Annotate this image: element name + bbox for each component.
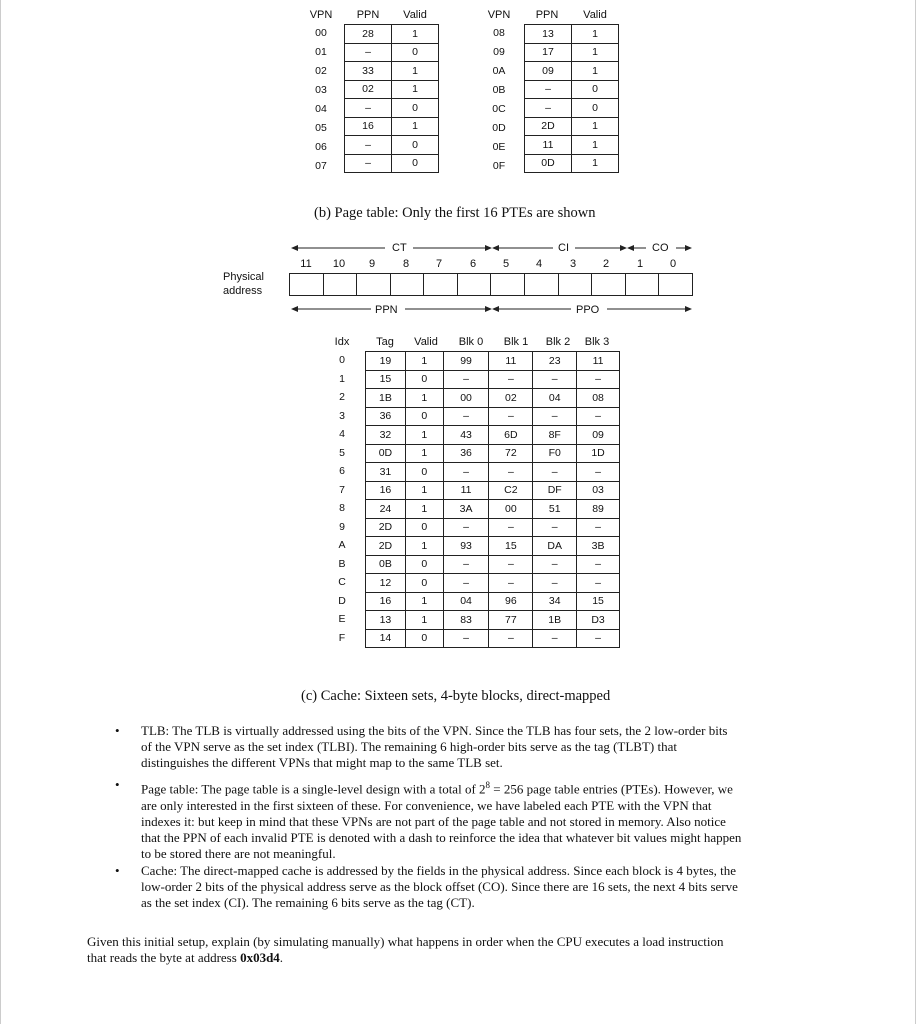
tag-cell: 0D xyxy=(366,444,406,463)
text-line: to be stored there are not meaningful. xyxy=(141,846,336,862)
text-span: . xyxy=(279,950,284,966)
bit-cell xyxy=(458,274,492,295)
block-cell: F0 xyxy=(533,444,577,463)
table-row xyxy=(366,500,620,519)
valid-cell: 1 xyxy=(572,43,619,62)
tag-cell: 24 xyxy=(366,500,406,519)
bit-number: 2 xyxy=(602,258,610,270)
valid-cell: 1 xyxy=(405,444,443,463)
block-cell: – xyxy=(577,407,620,426)
cache-valid-header: Valid xyxy=(414,336,438,348)
valid-cell: 0 xyxy=(405,555,443,574)
block-cell: – xyxy=(443,463,489,482)
block-cell: – xyxy=(577,518,620,537)
block-cell: 96 xyxy=(489,592,533,611)
block-cell: – xyxy=(443,407,489,426)
ppo-label: PPO xyxy=(576,304,600,316)
block-cell: 77 xyxy=(489,611,533,630)
vpn-label: 0F xyxy=(492,160,506,172)
page-table-caption: (b) Page table: Only the first 16 PTEs are shown xyxy=(314,205,596,221)
cache-index: A xyxy=(338,539,346,551)
block-cell: 93 xyxy=(443,537,489,556)
superscript: 8 xyxy=(485,780,491,790)
block-cell: 8F xyxy=(533,426,577,445)
table-row xyxy=(366,352,620,371)
cache-index: 2 xyxy=(339,391,345,403)
cache-idx-header: Idx xyxy=(334,336,350,348)
block-cell: – xyxy=(489,574,533,593)
table-row xyxy=(366,592,620,611)
block-cell: DA xyxy=(533,537,577,556)
tag-cell: 1B xyxy=(366,389,406,408)
valid-cell: 0 xyxy=(572,80,619,99)
valid-cell: 1 xyxy=(405,352,443,371)
ppn-cell: 2D xyxy=(525,117,572,136)
bit-cell xyxy=(491,274,525,295)
bullet-cache: • xyxy=(115,863,120,878)
table-row xyxy=(366,574,620,593)
cache-index: 0 xyxy=(339,354,345,366)
bit-cell xyxy=(290,274,324,295)
cache-index: 7 xyxy=(339,483,345,496)
valid-cell: 0 xyxy=(405,463,443,482)
cache-blk0-header: Blk 0 xyxy=(458,336,484,348)
cache-index: 9 xyxy=(339,520,345,533)
block-cell: 03 xyxy=(577,481,620,500)
block-cell: – xyxy=(533,518,577,537)
valid-cell: 0 xyxy=(392,43,439,62)
text-span: Page table: The page table is a single-level design with a total of 2 xyxy=(141,781,486,797)
block-cell: 04 xyxy=(533,389,577,408)
vpn-label: 02 xyxy=(315,65,327,77)
valid-cell: 0 xyxy=(392,99,439,118)
ppn-label: PPN xyxy=(375,304,398,316)
vpn-label: 0C xyxy=(492,103,506,115)
tag-cell: 16 xyxy=(366,592,406,611)
table-row xyxy=(366,389,620,408)
cache-caption: (c) Cache: Sixteen sets, 4-byte blocks, direct-mapped xyxy=(301,688,611,704)
text-line xyxy=(141,777,871,798)
block-cell: 6D xyxy=(489,426,533,445)
block-cell: – xyxy=(577,555,620,574)
physical-address-bits-box xyxy=(289,273,693,296)
block-cell: 00 xyxy=(489,500,533,519)
bit-cell xyxy=(424,274,458,295)
table-row xyxy=(366,481,620,500)
tag-cell: 2D xyxy=(366,537,406,556)
ppn-cell: 02 xyxy=(345,80,392,99)
ci-label: CI xyxy=(558,242,569,254)
ppn-cell: 11 xyxy=(525,136,572,155)
text-line: low-order 2 bits of the physical address serve as the block offset (CO). Since there are 16 sets, the next 4 bits serve xyxy=(141,879,738,895)
cache-index: 4 xyxy=(339,428,345,440)
table-row xyxy=(366,444,620,463)
block-cell: – xyxy=(443,518,489,537)
physical-address-label-line1: Physical xyxy=(223,271,264,283)
block-cell: – xyxy=(489,518,533,537)
text-line: that the PPN of each invalid PTE is denoted with a dash to reinforce the idea that whatever bit values might happen xyxy=(141,829,742,845)
bit-number: 0 xyxy=(669,258,677,270)
valid-cell: 1 xyxy=(392,62,439,81)
cache-index: D xyxy=(338,594,346,607)
ppn-cell: – xyxy=(525,80,572,99)
valid-cell: 1 xyxy=(405,611,443,630)
valid-cell: 0 xyxy=(405,518,443,537)
bit-cell xyxy=(559,274,593,295)
block-cell: 72 xyxy=(489,444,533,463)
bit-number: 5 xyxy=(502,258,510,270)
valid-cell: 1 xyxy=(392,25,439,44)
valid-cell: 1 xyxy=(405,537,443,556)
tag-cell: 16 xyxy=(366,481,406,500)
ppn-cell: 33 xyxy=(345,62,392,81)
valid-cell: 1 xyxy=(405,426,443,445)
vpn-label: 04 xyxy=(315,103,327,115)
block-cell: – xyxy=(577,463,620,482)
block-cell: 15 xyxy=(577,592,620,611)
valid-cell: 1 xyxy=(572,117,619,136)
valid-cell: 0 xyxy=(405,407,443,426)
block-cell: 23 xyxy=(533,352,577,371)
block-cell: – xyxy=(577,574,620,593)
vpn-label: 0D xyxy=(492,122,506,134)
vpn-label: 0E xyxy=(492,141,506,153)
ppn-cell: – xyxy=(525,99,572,118)
cache-index: 3 xyxy=(339,409,345,422)
table-row xyxy=(366,518,620,537)
valid-cell: 1 xyxy=(405,389,443,408)
bit-cell xyxy=(391,274,425,295)
block-cell: C2 xyxy=(489,481,533,500)
block-cell: 51 xyxy=(533,500,577,519)
ppn-cell: – xyxy=(345,154,392,173)
address-value: 0x03d4 xyxy=(240,950,280,966)
bit-number: 3 xyxy=(569,258,577,270)
valid-cell: 1 xyxy=(572,25,619,44)
block-cell: 36 xyxy=(443,444,489,463)
block-cell: 1B xyxy=(533,611,577,630)
block-cell: – xyxy=(443,555,489,574)
bit-cell xyxy=(626,274,660,295)
valid-cell: 1 xyxy=(572,136,619,155)
ppn-cell: 17 xyxy=(525,43,572,62)
vpn-label: 0A xyxy=(492,65,506,77)
bit-cell xyxy=(592,274,626,295)
tag-cell: 12 xyxy=(366,574,406,593)
vpn-label: 08 xyxy=(493,27,505,39)
text-span: that reads the byte at address xyxy=(87,950,241,966)
tag-cell: 36 xyxy=(366,407,406,426)
tag-cell: 15 xyxy=(366,370,406,389)
cache-index: 8 xyxy=(339,502,345,514)
block-cell: 04 xyxy=(443,592,489,611)
block-cell: 11 xyxy=(577,352,620,371)
vpn-label: 0B xyxy=(492,84,506,96)
vpn-label: 00 xyxy=(315,27,327,39)
text-line: as the set index (CI). The remaining 6 bits serve as the tag (CT). xyxy=(141,895,475,911)
block-cell: DF xyxy=(533,481,577,500)
block-cell: – xyxy=(533,463,577,482)
text-line xyxy=(87,950,887,966)
table-row xyxy=(366,426,620,445)
co-label: CO xyxy=(652,242,669,254)
block-cell: – xyxy=(533,370,577,389)
vpn-label: 05 xyxy=(315,122,327,134)
ppn-cell: – xyxy=(345,99,392,118)
bit-number: 1 xyxy=(636,258,644,270)
cache-index: B xyxy=(338,557,346,570)
bit-number: 6 xyxy=(469,258,477,270)
bit-number: 7 xyxy=(435,258,443,270)
text-line: of the VPN serve as the set index (TLBI). The remaining 6 high-order bits serve as the tag (TLBT) that xyxy=(141,739,677,755)
cache-tag-header: Tag xyxy=(376,336,394,348)
cache-index: F xyxy=(338,631,346,644)
cache-index: 6 xyxy=(339,465,345,477)
block-cell: – xyxy=(443,574,489,593)
text-line: Given this initial setup, explain (by simulating manually) what happens in order when the CPU executes a load instruction xyxy=(87,934,724,949)
tag-cell: 2D xyxy=(366,518,406,537)
block-cell: – xyxy=(443,629,489,648)
block-cell: 3B xyxy=(577,537,620,556)
tag-cell: 14 xyxy=(366,629,406,648)
block-cell: 11 xyxy=(443,481,489,500)
ppn-cell: 09 xyxy=(525,62,572,81)
physical-address-label-line2: address xyxy=(223,285,263,297)
bullet-tlb-text xyxy=(141,723,861,772)
text-line: TLB: The TLB is virtually addressed using the bits of the VPN. Since the TLB has four sets, the 2 low-order bits xyxy=(141,723,728,738)
vpn-label: 03 xyxy=(315,84,327,96)
pt-right-ppn-header: PPN xyxy=(535,9,559,21)
bullet-page-table: • xyxy=(115,777,120,792)
bit-number: 10 xyxy=(332,258,346,270)
valid-cell: 1 xyxy=(405,592,443,611)
vpn-label: 07 xyxy=(315,160,327,172)
pt-left-ppn-header: PPN xyxy=(356,9,380,21)
cache-index: 1 xyxy=(339,372,345,385)
block-cell: 00 xyxy=(443,389,489,408)
text-line: distinguishes the different VPNs that might map to the same TLB set. xyxy=(141,755,503,771)
question-text xyxy=(87,934,887,966)
bit-cell xyxy=(324,274,358,295)
cache-blk3-header: Blk 3 xyxy=(584,336,610,348)
ppn-cell: – xyxy=(345,136,392,155)
tag-cell: 32 xyxy=(366,426,406,445)
ct-label: CT xyxy=(392,242,407,254)
bit-cell xyxy=(525,274,559,295)
cache-index: E xyxy=(338,613,346,625)
pt-left-vpn-header: VPN xyxy=(309,9,333,21)
text-line: are only interested in the first sixteen of these. For convenience, we have labeled each PTE with the VPN that xyxy=(141,797,712,813)
bit-cell xyxy=(357,274,391,295)
valid-cell: 1 xyxy=(392,80,439,99)
vpn-label: 01 xyxy=(315,46,327,58)
bullet-page-table-text xyxy=(141,777,871,862)
bullet-cache-text xyxy=(141,863,871,912)
cache-table xyxy=(365,351,620,648)
block-cell: – xyxy=(489,555,533,574)
valid-cell: 0 xyxy=(572,99,619,118)
block-cell: – xyxy=(533,407,577,426)
table-row xyxy=(366,537,620,556)
block-cell: – xyxy=(577,629,620,648)
pt-left-valid-header: Valid xyxy=(403,9,427,21)
bit-number: 9 xyxy=(368,258,376,270)
valid-cell: 0 xyxy=(392,154,439,173)
ppn-cell: 0D xyxy=(525,154,572,173)
pt-right-valid-header: Valid xyxy=(583,9,607,21)
valid-cell: 0 xyxy=(392,136,439,155)
bullet-tlb: • xyxy=(115,723,120,738)
block-cell: 02 xyxy=(489,389,533,408)
table-row xyxy=(366,629,620,648)
vpn-label: 06 xyxy=(315,141,327,153)
block-cell: – xyxy=(489,370,533,389)
block-cell: 34 xyxy=(533,592,577,611)
bit-number: 11 xyxy=(300,258,312,270)
valid-cell: 0 xyxy=(405,370,443,389)
pt-right-vpn-header: VPN xyxy=(487,9,511,21)
valid-cell: 1 xyxy=(392,117,439,136)
block-cell: – xyxy=(443,370,489,389)
text-span: = 256 page table entries (PTEs). However, we xyxy=(490,781,733,797)
cache-blk2-header: Blk 2 xyxy=(545,336,571,348)
block-cell: 08 xyxy=(577,389,620,408)
block-cell: 11 xyxy=(489,352,533,371)
valid-cell: 1 xyxy=(405,500,443,519)
valid-cell: 1 xyxy=(405,481,443,500)
tag-cell: 31 xyxy=(366,463,406,482)
block-cell: – xyxy=(489,463,533,482)
text-line: Cache: The direct-mapped cache is addressed by the fields in the physical address. Since each block is 4 bytes, the xyxy=(141,863,737,878)
tag-cell: 13 xyxy=(366,611,406,630)
ppn-cell: – xyxy=(345,43,392,62)
block-cell: – xyxy=(533,555,577,574)
cache-index: C xyxy=(338,576,346,588)
block-cell: – xyxy=(577,370,620,389)
table-row xyxy=(366,611,620,630)
bit-cell xyxy=(659,274,692,295)
block-cell: – xyxy=(533,574,577,593)
ppn-cell: 16 xyxy=(345,117,392,136)
valid-cell: 1 xyxy=(572,62,619,81)
block-cell: 09 xyxy=(577,426,620,445)
block-cell: – xyxy=(489,407,533,426)
valid-cell: 0 xyxy=(405,574,443,593)
block-cell: 15 xyxy=(489,537,533,556)
block-cell: – xyxy=(489,629,533,648)
ppn-cell: 13 xyxy=(525,25,572,44)
block-cell: 43 xyxy=(443,426,489,445)
block-cell: – xyxy=(533,629,577,648)
table-row xyxy=(366,555,620,574)
block-cell: 99 xyxy=(443,352,489,371)
text-line: indexes it: but keep in mind that these VPNs are not part of the page table and not stored in memory. Also notice xyxy=(141,813,726,829)
vpn-label: 09 xyxy=(493,46,505,58)
block-cell: 83 xyxy=(443,611,489,630)
block-cell: 3A xyxy=(443,500,489,519)
valid-cell: 0 xyxy=(405,629,443,648)
block-cell: 89 xyxy=(577,500,620,519)
block-cell: D3 xyxy=(577,611,620,630)
bit-number: 4 xyxy=(535,258,543,270)
table-row xyxy=(366,407,620,426)
bit-number: 8 xyxy=(402,258,410,270)
valid-cell: 1 xyxy=(572,154,619,173)
tag-cell: 0B xyxy=(366,555,406,574)
ppn-cell: 28 xyxy=(345,25,392,44)
table-row xyxy=(366,370,620,389)
block-cell: 1D xyxy=(577,444,620,463)
tag-cell: 19 xyxy=(366,352,406,371)
table-row xyxy=(366,463,620,482)
cache-blk1-header: Blk 1 xyxy=(503,336,529,348)
cache-index: 5 xyxy=(339,446,345,459)
